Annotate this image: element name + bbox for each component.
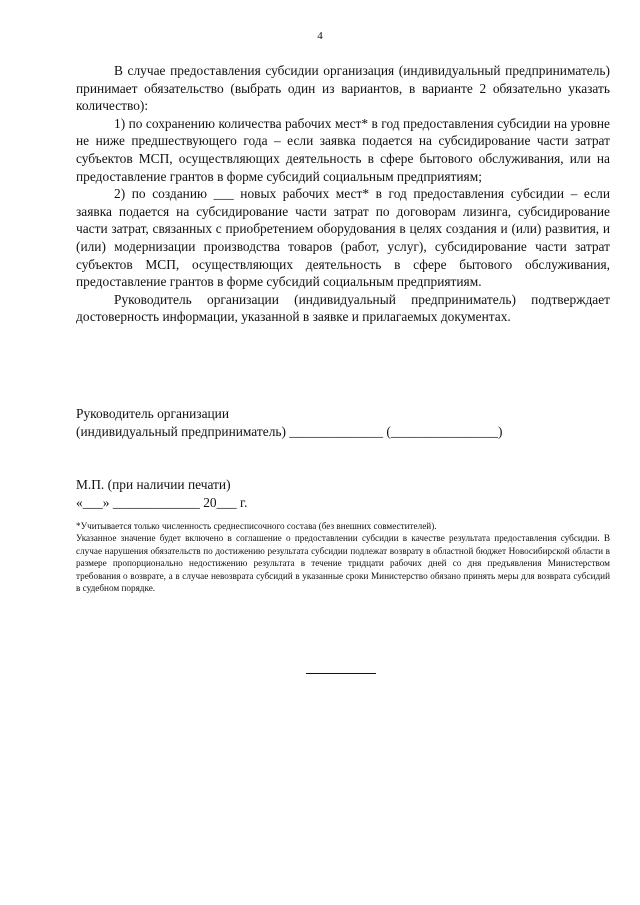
obligation-intro-paragraph: В случае предоставления субсидии организация (индивидуальный предприниматель) принимает обязательство (выбрать один из вариантов, в варианте 2 обязательно указать количество): — [76, 63, 610, 114]
stamp-date-block — [76, 476, 610, 512]
date-line: «___» _____________ 20___ г. — [76, 495, 248, 510]
option-2-paragraph: 2) по созданию ___ новых рабочих мест* в год предоставления субсидии – если заявка подается на субсидирование части затрат по договорам лизинга, субсидирование части затрат, связанных с приобретением оборудования в целях создания и (или) развития, и (или) модернизации производства товаров (работ, услуг), субсидирование части затрат субъектов МСП, осуществляющих деятельность в сфере бытового обслуживания, предоставление грантов в форме субсидий социальным предприятиям. — [76, 186, 610, 290]
end-divider — [306, 673, 376, 674]
footnotes — [76, 520, 610, 594]
confirmation-paragraph: Руководитель организации (индивидуальный предприниматель) подтверждает достоверность информации, указанной в заявке и прилагаемых документах. — [76, 291, 610, 325]
stamp-label: М.П. (при наличии печати) — [76, 477, 231, 492]
document-body — [76, 62, 610, 326]
signature-line: (индивидуальный предприниматель) ______________ (________________) — [76, 424, 503, 439]
page-number: 4 — [317, 30, 323, 42]
footnote-result: Указанное значение будет включено в соглашение о предоставлении субсидии в качестве результата предоставления субсидии. В случае нарушения обязательств по достижению результата субсидии подлежат возврату в областной бюджет Новосибирской области в размере пропорционально недостижению результата в течение тридцати рабочих дней со дня предъявления Министерством требования о возврате, а в случае невозврата субсидий в указанные сроки Министерство обязано принять меры для возврата субсидий в судебном порядке. — [76, 533, 610, 594]
footnote-asterisk: *Учитывается только численность среднесписочного состава (без внешних совместителей). — [76, 521, 437, 531]
signature-title: Руководитель организации — [76, 406, 230, 421]
signature-block — [76, 405, 610, 441]
option-1-paragraph: 1) по сохранению количества рабочих мест* в год предоставления субсидии на уровне не ниже предшествующего года – если заявка подается на субсидирование части затрат субъектов МСП, осуществляющих деятельность в сфере бытового обслуживания, или на предоставление грантов в форме субсидий социальным предприятиям; — [76, 115, 610, 184]
